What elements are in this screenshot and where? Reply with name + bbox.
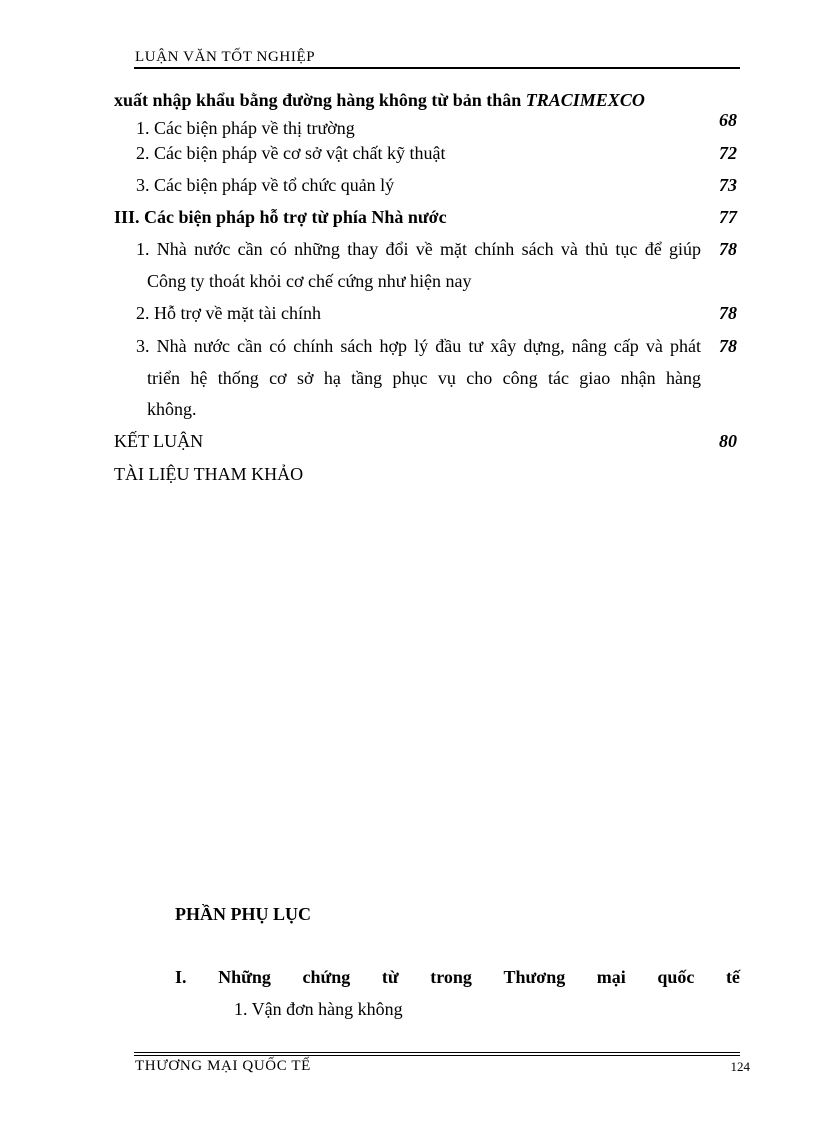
running-header: LUẬN VĂN TỐT NGHIỆP	[135, 49, 316, 65]
toc-item-infrastructure-line1: 3. Nhà nước cần có chính sách hợp lý đầu tư xây dựng, nâng cấp và phát	[136, 336, 701, 356]
heading-word: Thương	[503, 967, 566, 987]
heading-word: tế	[725, 967, 740, 987]
toc-item-infrastructure-line3: không.	[147, 399, 197, 419]
toc-page-number: 80	[719, 431, 737, 451]
toc-item-finance: 2. Hỗ trợ về mặt tài chính	[136, 303, 321, 323]
toc-item-infrastructure-line2: triển hệ thống cơ sở hạ tầng phục vụ cho công tác giao nhận hàng	[147, 368, 701, 388]
toc-item-market: 1. Các biện pháp về thị trường	[136, 118, 355, 138]
toc-page-number: 78	[719, 336, 737, 356]
footer-rule	[134, 1055, 740, 1056]
heading-word: quốc	[657, 967, 695, 987]
running-footer: THƯƠNG MẠI QUỐC TẾ	[135, 1058, 311, 1074]
heading-word: mại	[596, 967, 626, 987]
toc-item-organization: 3. Các biện pháp về tổ chức quản lý	[136, 175, 395, 195]
toc-page-number: 68	[719, 110, 737, 130]
toc-item-facilities: 2. Các biện pháp về cơ sở vật chất kỹ thuật	[136, 143, 446, 163]
heading-word: trong	[430, 967, 472, 987]
toc-continued-heading	[114, 89, 645, 111]
toc-page-number: 78	[719, 239, 737, 259]
toc-section-iii: III. Các biện pháp hỗ trợ từ phía Nhà nước	[114, 207, 447, 227]
appendix-section-heading	[175, 966, 740, 988]
heading-word: Những	[218, 967, 271, 987]
toc-page-number: 78	[719, 303, 737, 323]
appendix-title: PHẦN PHỤ LỤC	[175, 904, 311, 924]
header-rule	[134, 67, 740, 69]
toc-company-name: TRACIMEXCO	[525, 90, 645, 110]
toc-references: TÀI LIỆU THAM KHẢO	[114, 464, 304, 484]
toc-page-number: 72	[719, 143, 737, 163]
appendix-sub-item: 1. Vận đơn hàng không	[234, 999, 403, 1019]
section-numeral: I.	[175, 967, 187, 987]
toc-continued-heading-text: xuất nhập khẩu bằng đường hàng không từ bản thân	[114, 90, 526, 110]
toc-item-policy-line2: Công ty thoát khỏi cơ chế cứng như hiện nay	[147, 271, 472, 291]
toc-page-number: 73	[719, 175, 737, 195]
toc-page-number: 77	[719, 207, 737, 227]
page-number: 124	[730, 1059, 750, 1074]
toc-item-policy-line1: 1. Nhà nước cần có những thay đổi về mặt chính sách và thủ tục để giúp	[136, 239, 701, 259]
heading-word: chứng	[302, 967, 351, 987]
toc-conclusion: KẾT LUẬN	[114, 431, 204, 451]
heading-word: từ	[381, 967, 399, 987]
footer-rule	[134, 1052, 740, 1053]
